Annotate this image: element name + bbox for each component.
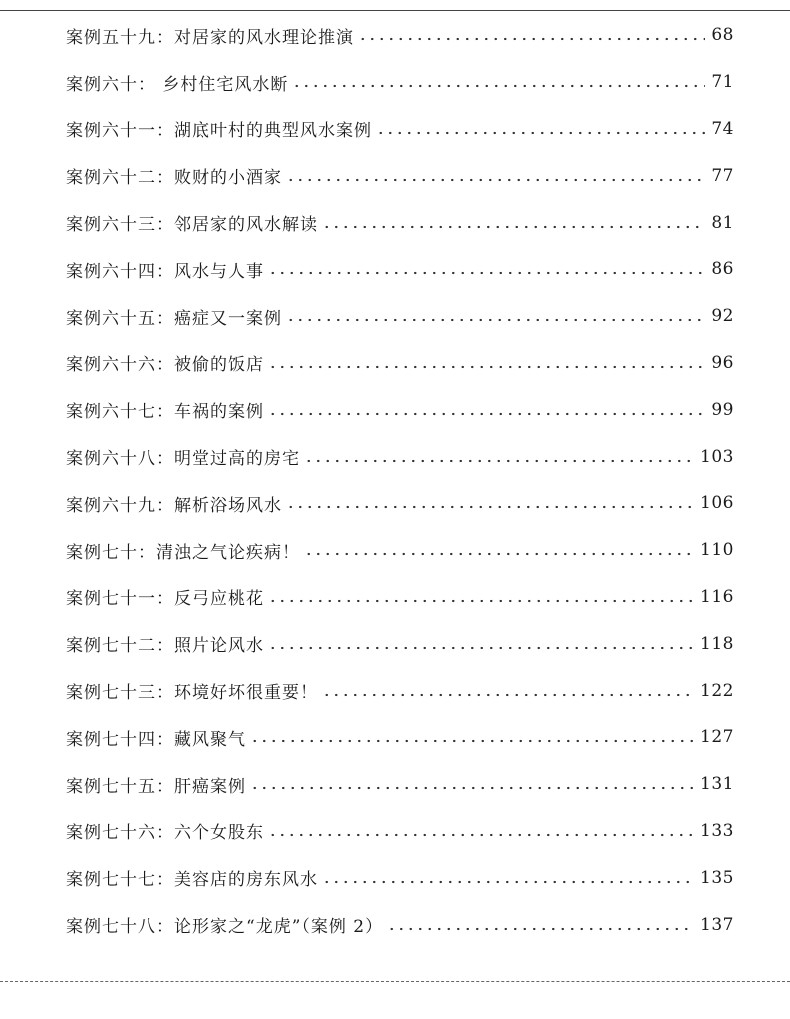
toc-entry[interactable]: [66, 761, 734, 808]
toc-leader-dots: [322, 693, 694, 697]
toc-entry-title: 案例七十五：肝癌案例: [66, 776, 246, 797]
toc-entry[interactable]: [66, 901, 734, 948]
toc-leader-dots: [322, 880, 694, 884]
toc-entry-title: 案例六十四：风水与人事: [66, 261, 264, 282]
toc-entry-page: 137: [700, 914, 734, 935]
toc-entry[interactable]: [66, 293, 734, 340]
toc-entry-title: 案例六十七：车祸的案例: [66, 402, 264, 423]
toc-entry[interactable]: [66, 667, 734, 714]
bottom-rule: [0, 981, 790, 982]
toc-entry-page: 122: [700, 680, 734, 701]
toc-entry-page: 99: [711, 399, 734, 420]
toc-entry-page: 116: [700, 586, 734, 607]
toc-entry-page: 74: [711, 118, 734, 139]
toc-entry[interactable]: [66, 12, 734, 59]
toc-entry-title: 案例七十二：照片论风水: [66, 636, 264, 657]
toc-leader-dots: [250, 786, 694, 790]
table-of-contents: [66, 12, 734, 948]
toc-leader-dots: [376, 131, 705, 135]
toc-entry-page: 118: [700, 633, 734, 654]
toc-entry-page: 86: [711, 259, 734, 280]
toc-entry-page: 103: [700, 446, 734, 467]
toc-entry[interactable]: [66, 199, 734, 246]
toc-entry-page: 127: [700, 727, 734, 748]
toc-leader-dots: [292, 84, 705, 88]
toc-entry-page: 81: [711, 212, 734, 233]
toc-leader-dots: [304, 459, 694, 463]
toc-entry[interactable]: [66, 620, 734, 667]
toc-entry-title: 案例七十一：反弓应桃花: [66, 589, 264, 610]
toc-leader-dots: [322, 225, 705, 229]
toc-entry[interactable]: [66, 480, 734, 527]
toc-entry[interactable]: [66, 574, 734, 621]
toc-entry[interactable]: [66, 433, 734, 480]
toc-entry-page: 77: [711, 165, 734, 186]
toc-leader-dots: [268, 833, 694, 837]
toc-entry-title: 案例七十八：论形家之“龙虎”（案例 2）: [66, 917, 384, 938]
toc-entry[interactable]: [66, 152, 734, 199]
toc-entry[interactable]: [66, 527, 734, 574]
toc-entry-title: 案例六十八：明堂过高的房宅: [66, 449, 300, 470]
toc-entry[interactable]: [66, 246, 734, 293]
toc-entry-page: 92: [711, 306, 734, 327]
toc-entry[interactable]: [66, 386, 734, 433]
top-rule: [0, 10, 790, 11]
toc-entry-page: 71: [711, 72, 734, 93]
toc-entry[interactable]: [66, 854, 734, 901]
toc-entry-page: 106: [700, 493, 734, 514]
toc-entry-page: 135: [700, 867, 734, 888]
toc-leader-dots: [250, 739, 694, 743]
toc-entry-title: 案例七十四：藏风聚气: [66, 729, 246, 750]
toc-leader-dots: [268, 412, 705, 416]
toc-leader-dots: [387, 927, 694, 931]
toc-leader-dots: [286, 505, 694, 509]
toc-entry-title: 案例六十九：解析浴场风水: [66, 495, 282, 516]
toc-entry-title: 案例六十三：邻居家的风水解读: [66, 215, 318, 236]
toc-entry-title: 案例七十七：美容店的房东风水: [66, 870, 318, 891]
toc-entry-page: 68: [711, 25, 734, 46]
toc-entry-title: 案例七十三：环境好坏很重要！: [66, 683, 318, 704]
toc-leader-dots: [268, 599, 694, 603]
toc-entry-title: 案例六十一：湖底叶村的典型风水案例: [66, 121, 372, 142]
toc-entry[interactable]: [66, 808, 734, 855]
toc-entry-page: 131: [700, 774, 734, 795]
toc-leader-dots: [286, 318, 705, 322]
toc-entry-title: 案例七十：清浊之气论疾病！: [66, 542, 300, 563]
toc-entry-page: 133: [700, 820, 734, 841]
toc-entry-title: 案例五十九：对居家的风水理论推演: [66, 27, 354, 48]
toc-leader-dots: [304, 552, 694, 556]
toc-leader-dots: [268, 365, 705, 369]
toc-entry-title: 案例六十二：败财的小酒家: [66, 168, 282, 189]
toc-entry-page: 96: [711, 352, 734, 373]
toc-entry-title: 案例七十六：六个女股东: [66, 823, 264, 844]
toc-leader-dots: [268, 646, 694, 650]
toc-entry[interactable]: [66, 59, 734, 106]
toc-leader-dots: [268, 271, 705, 275]
toc-entry[interactable]: [66, 106, 734, 153]
toc-entry-page: 110: [700, 540, 734, 561]
toc-entry-title: 案例六十： 乡村住宅风水断: [66, 74, 289, 95]
toc-entry-title: 案例六十六：被偷的饭店: [66, 355, 264, 376]
toc-leader-dots: [286, 178, 705, 182]
toc-leader-dots: [358, 37, 705, 41]
toc-entry[interactable]: [66, 340, 734, 387]
toc-entry[interactable]: [66, 714, 734, 761]
toc-entry-title: 案例六十五：癌症又一案例: [66, 308, 282, 329]
